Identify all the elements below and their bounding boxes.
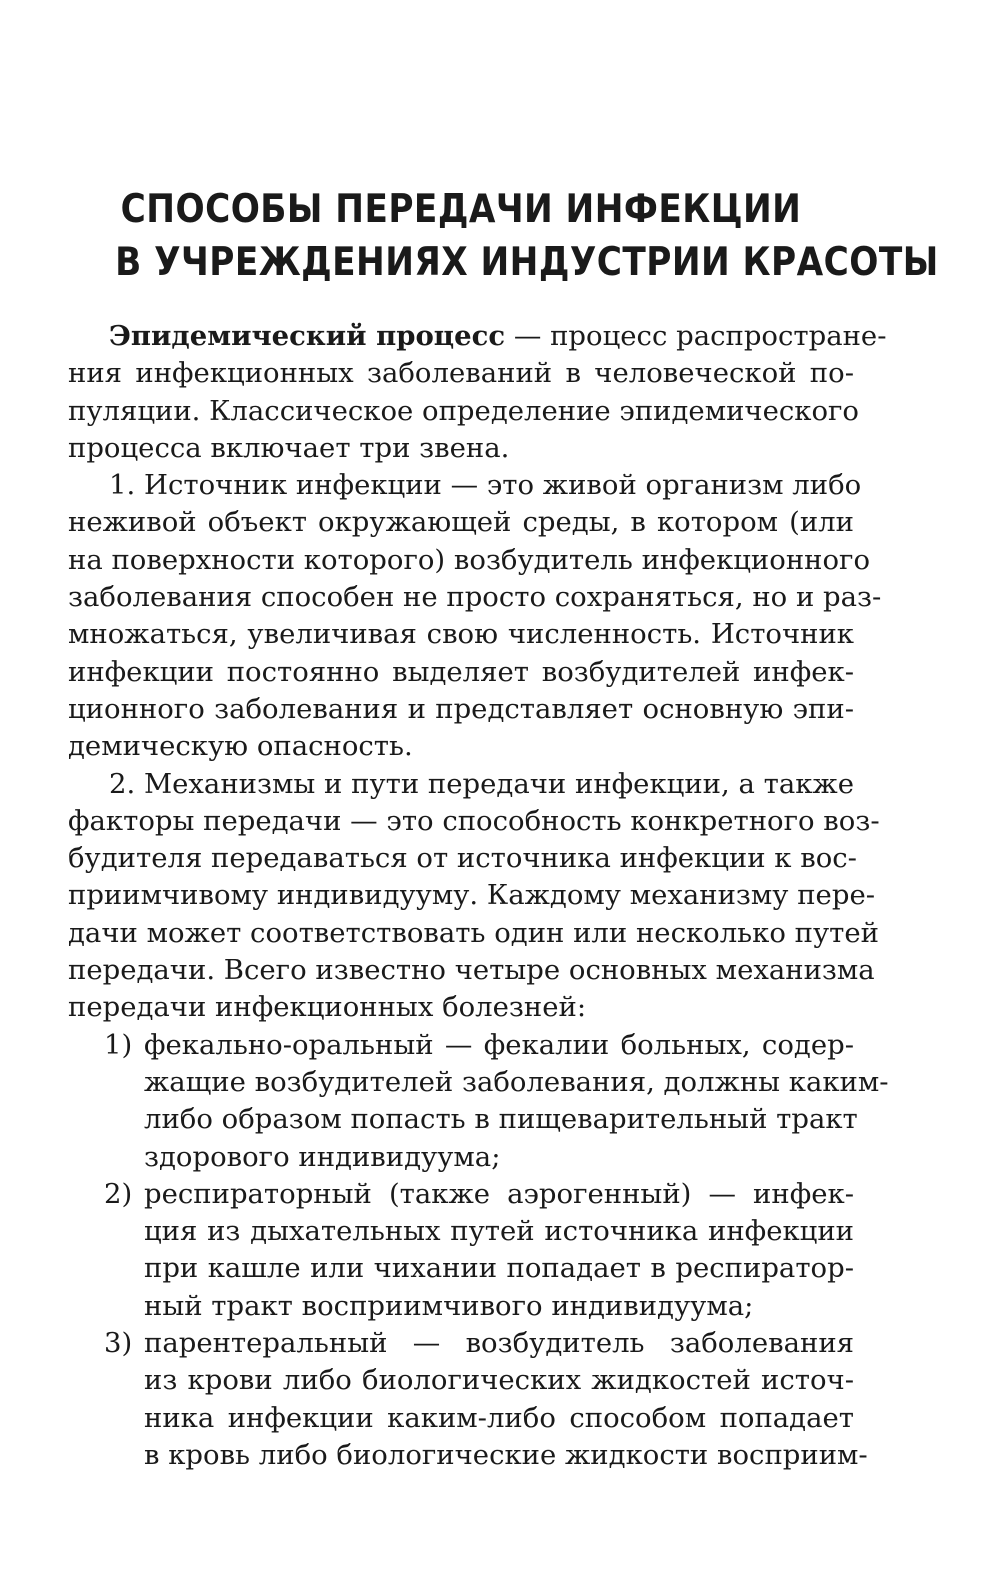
- p1-line-5: множаться, увеличивая свою численность. Источник: [68, 618, 854, 651]
- intro-term: Эпидемический процесс: [109, 320, 506, 352]
- list-item-line-4: здорового индивидуума;: [144, 1140, 501, 1173]
- chapter-title: [115, 183, 939, 289]
- intro-line-3: пуляции. Классическое определение эпидемического: [68, 394, 859, 427]
- p1-line-6: инфекции постоянно выделяет возбудителей инфек-: [68, 655, 854, 688]
- p2-line-2: факторы передачи — это способность конкретного воз-: [68, 804, 880, 837]
- intro-line-1: [68, 318, 887, 355]
- p1-line-3: на поверхности которого) возбудитель инфекционного: [68, 543, 870, 576]
- intro-line-2: ния инфекционных заболеваний в человеческой по-: [68, 357, 854, 390]
- list-item: [68, 1027, 889, 1176]
- p2-line-6: передачи. Всего известно четыре основных механизма: [68, 954, 875, 987]
- chapter-title-line-2: В УЧРЕЖДЕНИЯХ ИНДУСТРИИ КРАСОТЫ: [115, 240, 939, 285]
- p1-line-1: 1. Источник инфекции — это живой организм либо: [109, 469, 862, 502]
- list-item-line-2: из крови либо биологических жидкостей источ-: [144, 1364, 854, 1397]
- list-item-line-3: либо образом попасть в пищеварительный тракт: [144, 1103, 858, 1136]
- list-item-line-4: ный тракт восприимчивого индивидуума;: [144, 1289, 754, 1322]
- list-item-line-1: [68, 1176, 854, 1213]
- list-item-number: 1): [104, 1028, 133, 1061]
- book-page: [68, 183, 939, 1474]
- list-item-number: 2): [104, 1177, 133, 1210]
- chapter-title-line-1: СПОСОБЫ ПЕРЕДАЧИ ИНФЕКЦИИ: [120, 187, 802, 232]
- intro-line-1-rest: — процесс распростране-: [505, 320, 887, 352]
- intro-line-4: процесса включает три звена.: [68, 431, 510, 464]
- p2-line-4: приимчивому индивидууму. Каждому механизму пере-: [68, 879, 876, 912]
- list-item-number: 3): [104, 1327, 133, 1360]
- list-item-text: парентеральный — возбудитель заболевания: [144, 1327, 854, 1360]
- list-item-line-2: жащие возбудителей заболевания, должны каким-: [144, 1065, 889, 1098]
- list-item: [68, 1176, 854, 1325]
- list-item-line-3: при кашле или чихании попадает в респиратор-: [144, 1252, 854, 1285]
- p2-line-3: будителя передаваться от источника инфекции к вос-: [68, 842, 857, 875]
- p1-line-7: ционного заболевания и представляет основную эпи-: [68, 692, 854, 725]
- list-item-line-3: ника инфекции каким-либо способом попадает: [144, 1401, 854, 1434]
- p1-line-2: неживой объект окружающей среды, в котором (или: [68, 506, 854, 539]
- body-text: [68, 318, 889, 1474]
- list-item-text: фекально-оральный — фекалии больных, содер-: [144, 1028, 854, 1061]
- p1-line-8: демическую опасность.: [68, 730, 413, 763]
- list-item-text: респираторный (также аэрогенный) — инфек-: [144, 1177, 854, 1210]
- list-item: [68, 1325, 868, 1474]
- list-item-line-1: [68, 1027, 854, 1064]
- p2-line-5: дачи может соответствовать один или несколько путей: [68, 916, 879, 949]
- list-item-line-2: ция из дыхательных путей источника инфекции: [144, 1215, 854, 1248]
- p2-line-7: передачи инфекционных болезней:: [68, 991, 587, 1024]
- p2-line-1: 2. Механизмы и пути передачи инфекции, а также: [109, 767, 854, 800]
- list-item-line-4: в кровь либо биологические жидкости восприим-: [144, 1438, 868, 1471]
- list-item-line-1: [68, 1325, 854, 1362]
- p1-line-4: заболевания способен не просто сохраняться, но и раз-: [68, 581, 882, 614]
